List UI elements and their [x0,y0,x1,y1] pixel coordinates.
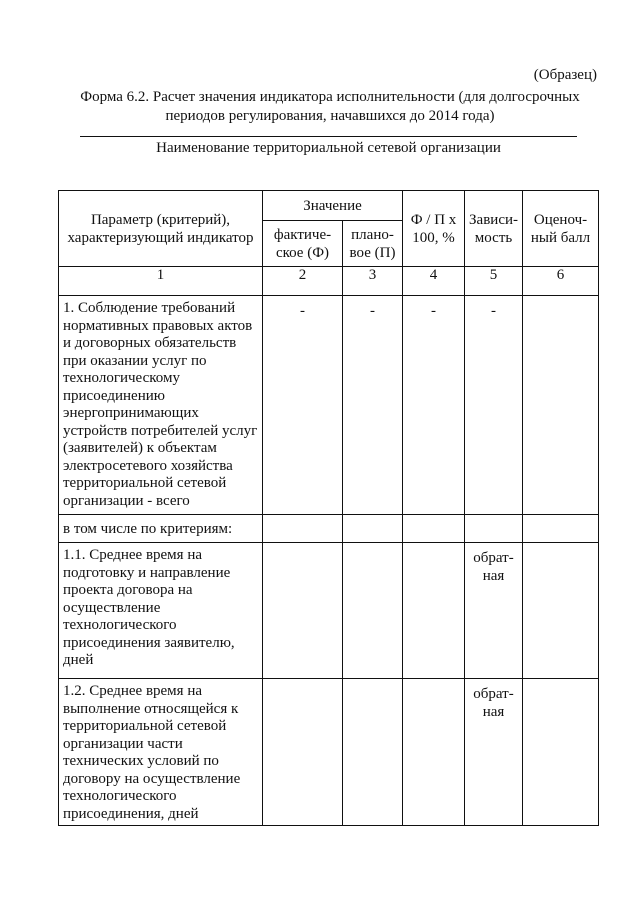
row-score [523,679,599,826]
row-param: 1. Соблюдение требований нормативных правовых актов и договорных обязательств при оказании услуг по технологическому присоединению энергопринимающих устройств потребителей услуг (заявителей) к объектам электросетевого хозяйства территориальной сетевой организации - всего [59,296,263,515]
row-param: 1.2. Среднее время на выполнение относящейся к территориальной сетевой организации части технических условий по договору на осуществление технологического присоединения, дней [59,679,263,826]
row-score [523,543,599,679]
row-ratio [403,543,465,679]
row-actual [263,543,343,679]
header-value: Значение [263,191,403,221]
row-dependency [465,515,523,543]
header-planned: плано-вое (П) [343,221,403,267]
header-ratio: Ф / П x 100, % [403,191,465,267]
column-number: 2 [263,267,343,296]
column-number-row [59,267,599,296]
row-actual [263,679,343,826]
header-actual: фактиче-ское (Ф) [263,221,343,267]
table-row [59,296,599,515]
sample-label: (Образец) [533,67,597,83]
column-number: 1 [59,267,263,296]
column-number: 4 [403,267,465,296]
row-dependency: обрат-ная [465,543,523,679]
form-title [60,88,600,126]
header-param: Параметр (критерий), характеризующий индикатор [59,191,263,267]
row-ratio [403,679,465,826]
row-ratio: - [403,296,465,515]
row-dependency: обрат-ная [465,679,523,826]
row-score [523,296,599,515]
row-planned: - [343,296,403,515]
row-param: в том числе по критериям: [59,515,263,543]
row-param: 1.1. Среднее время на подготовку и направление проекта договора на осуществление технологического присоединения заявителю, дней [59,543,263,679]
header-score: Оценоч-ный балл [523,191,599,267]
table-row [59,543,599,679]
org-name-underline [80,136,577,137]
header-row-1 [59,191,599,221]
row-planned [343,679,403,826]
row-planned [343,515,403,543]
row-dependency: - [465,296,523,515]
row-score [523,515,599,543]
table-row [59,679,599,826]
row-planned [343,543,403,679]
column-number: 5 [465,267,523,296]
indicator-table [58,190,599,826]
column-number: 3 [343,267,403,296]
row-actual [263,515,343,543]
row-actual: - [263,296,343,515]
form-title-line-1: Форма 6.2. Расчет значения индикатора исполнительности (для долгосрочных [80,89,580,105]
table-row [59,515,599,543]
header-dependency: Зависи-мость [465,191,523,267]
column-number: 6 [523,267,599,296]
row-ratio [403,515,465,543]
org-name-label: Наименование территориальной сетевой организации [156,140,501,156]
form-title-line-2: периодов регулирования, начавшихся до 2014 года) [165,108,495,124]
